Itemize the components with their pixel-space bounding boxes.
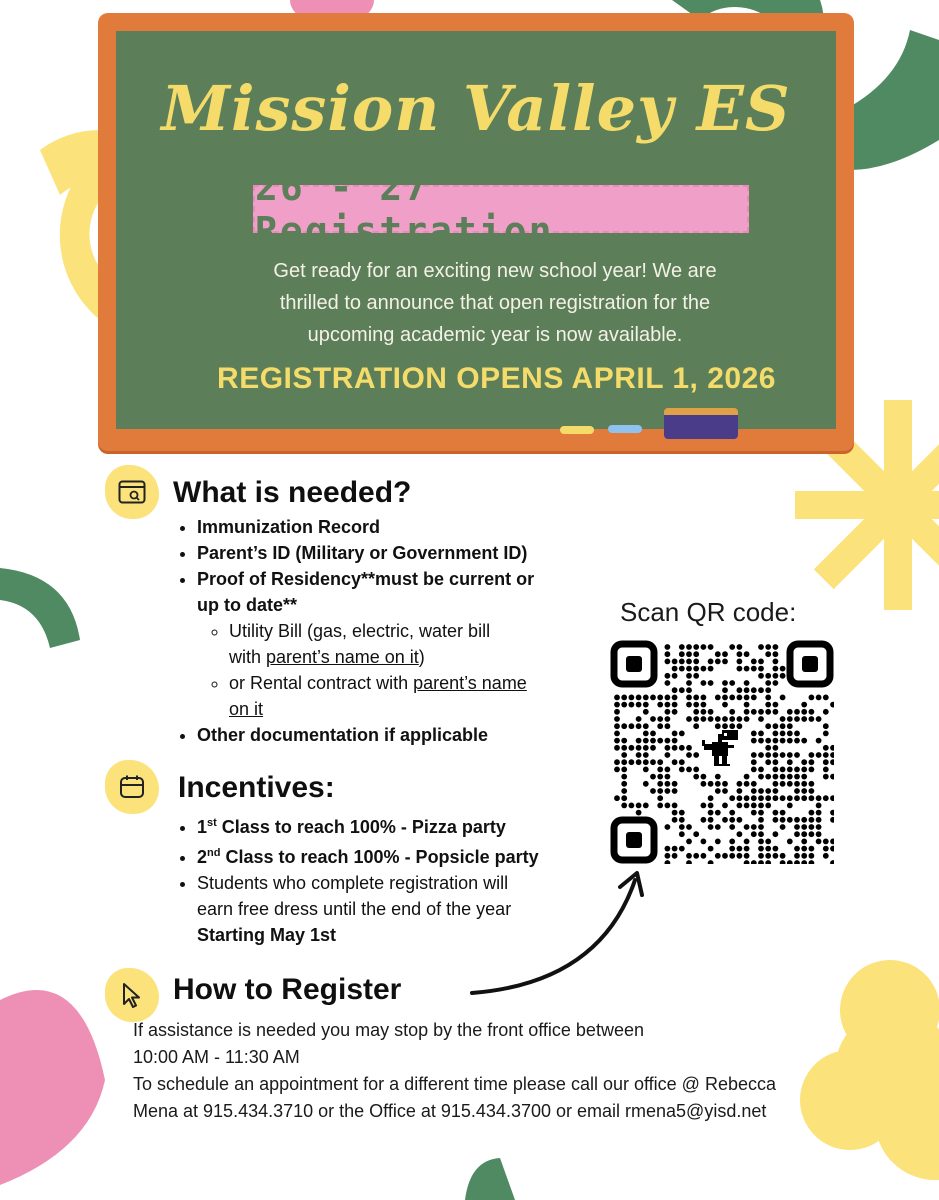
list-item: • Immunization Record (197, 514, 617, 540)
list-item: ◦ or Rental contract with parent’s name on it (229, 670, 617, 722)
intro-line: upcoming academic year is now available. (307, 324, 683, 346)
blue-chalk (608, 425, 642, 433)
calendar-icon (105, 760, 159, 814)
list-item: • Parent’s ID (Military or Government ID) (197, 540, 617, 566)
incentives-heading: Incentives: (178, 771, 335, 804)
browser-search-icon (105, 465, 159, 519)
list-item: • Other documentation if applicable (197, 722, 617, 748)
register-line: To schedule an appointment for a different time please call our office @ Rebecca (133, 1074, 776, 1094)
list-item: • 1st Class to reach 100% - Pizza party (197, 810, 617, 840)
yellow-chalk (560, 426, 594, 434)
list-item: ◦ Utility Bill (gas, electric, water bill with parent’s name on it) (229, 618, 617, 670)
registration-banner: 26 - 27 Registration (253, 185, 749, 233)
intro-text (220, 255, 770, 351)
qr-label: Scan QR code: (620, 597, 797, 627)
register-line: If assistance is needed you may stop by the front office between (133, 1020, 644, 1040)
list-item: • Students who complete registration will earn free dress until the end of the year Starting May 1st (197, 870, 617, 948)
cursor-pointer-icon (105, 968, 159, 1022)
register-heading: How to Register (173, 973, 402, 1006)
intro-line: Get ready for an exciting new school year! We are (273, 260, 717, 282)
eraser (664, 408, 738, 439)
needed-heading: What is needed? (173, 476, 412, 509)
register-line: Mena at 915.434.3710 or the Office at 915.434.3700 or email rmena5@yisd.net (133, 1101, 767, 1121)
register-line: 10:00 AM - 11:30 AM (133, 1047, 300, 1067)
school-title: Mission Valley ES (161, 72, 791, 145)
needed-list (175, 514, 617, 748)
registration-opens-date: REGISTRATION OPENS APRIL 1, 2026 (217, 362, 776, 395)
residency-sublist (197, 618, 617, 722)
arrow-to-qr (460, 855, 660, 1005)
register-instructions (133, 1017, 893, 1125)
list-item: • 2nd Class to reach 100% - Popsicle party (197, 840, 617, 870)
list-item: • Proof of Residency**must be current or up to date** ◦ Utility Bill (gas, electric, water bill with parent’s name on it) ◦ or Rental contract with parent’s name on it (197, 566, 617, 722)
intro-line: thrilled to announce that open registration for the (279, 292, 711, 314)
dinosaur-icon (702, 730, 738, 766)
qr-code[interactable] (610, 640, 834, 864)
